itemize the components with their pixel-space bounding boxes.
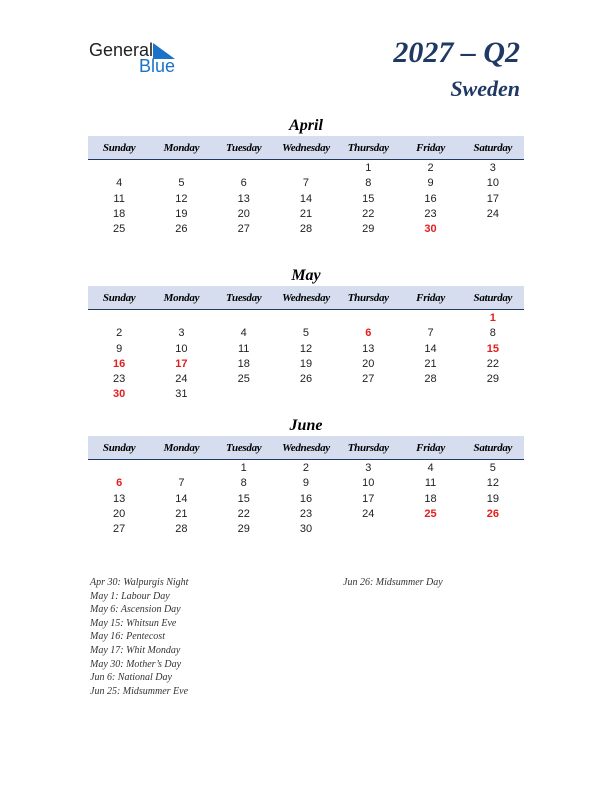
date-cell: 18 [424,492,437,505]
weekday-label: Monday [163,292,200,304]
week-row [88,357,524,372]
date-cell: 15 [237,492,250,505]
week-row [88,161,524,176]
date-cell [275,311,337,326]
weekday-label: Friday [416,292,445,304]
weekday-label: Wednesday [282,142,330,154]
date-cell [150,311,212,326]
holiday-note: Jun 25: Midsummer Eve [90,685,189,697]
weekday-label: Monday [163,142,200,154]
date-cell: 29 [486,373,499,386]
date-cell: 3 [365,462,372,474]
holiday-list-right [343,576,443,590]
week-row [88,476,524,491]
date-cell: 17 [486,192,499,205]
holiday-note: May 17: Whit Monday [90,644,181,656]
weekday-label: Monday [163,442,200,454]
weekday-label: Friday [416,442,445,454]
date-cell: 6 [240,177,247,190]
date-cell: 21 [299,207,313,220]
date-cell [462,387,524,402]
date-cell [337,387,399,402]
month-calendar-april [88,116,524,237]
date-cell [213,311,275,326]
weeks-grid [88,160,524,237]
date-cell [213,161,275,176]
date-cell [275,161,337,176]
date-cell: 3 [489,162,496,174]
date-cell: 17 [362,492,375,505]
date-cell: 22 [362,207,375,220]
week-row [88,387,524,402]
logo-word-blue: Blue [139,56,176,76]
date-cell: 4 [427,462,434,474]
date-cell: 24 [486,207,499,220]
date-cell: 11 [113,192,125,205]
date-cell: 10 [175,342,188,355]
date-cell: 5 [302,327,310,340]
date-cell [150,161,212,176]
date-cell: 13 [237,192,250,205]
date-cell: 2 [427,162,434,174]
date-cell: 14 [424,342,437,355]
date-cell: 20 [113,507,126,520]
weekday-label: Tuesday [226,442,262,454]
holiday-note: May 16: Pentecost [90,631,165,643]
date-cell: 29 [362,223,375,236]
date-cell: 16 [424,192,437,205]
holiday-note: Jun 6: National Day [90,672,172,684]
date-cell [462,522,524,537]
date-cell: 20 [362,357,375,370]
weekday-label: Saturday [473,292,513,304]
date-cell: 11 [237,342,250,355]
date-cell: 3 [178,327,185,340]
weekday-header-row [88,286,524,310]
weekday-label: Tuesday [226,142,262,154]
date-cell [88,461,150,476]
date-cell: 15 [362,192,375,205]
date-cell: 27 [237,223,250,236]
holiday-date-cell: 25 [424,507,437,520]
month-title: April [289,117,323,134]
weekday-label: Sunday [102,442,136,454]
weekday-label: Saturday [473,442,513,454]
month-calendar-may [88,266,524,403]
week-row [88,311,524,326]
weeks-grid [88,460,524,537]
date-cell [399,387,461,402]
date-cell: 26 [175,223,188,236]
date-cell: 23 [299,507,313,520]
week-row [88,372,524,387]
date-cell: 25 [237,373,250,386]
weekday-label: Sunday [102,142,136,154]
date-cell: 20 [237,207,250,220]
holiday-list-left [90,576,188,698]
month-calendar-june [88,416,524,537]
month-title: June [289,417,323,434]
date-cell: 25 [113,223,126,236]
date-cell [399,522,461,537]
date-cell [337,311,399,326]
date-cell: 12 [175,192,188,205]
date-cell: 24 [175,373,188,386]
weekday-label: Wednesday [282,442,330,454]
weekday-label: Sunday [102,292,136,304]
date-cell: 18 [237,357,250,370]
holiday-date-cell: 17 [175,357,188,370]
date-cell: 27 [113,523,126,536]
date-cell: 5 [178,177,185,190]
holiday-date-cell: 1 [489,312,496,324]
week-row [88,492,524,507]
date-cell: 26 [299,373,313,386]
date-cell: 2 [302,462,310,474]
date-cell: 28 [424,373,437,386]
weekday-header-row [88,436,524,460]
holiday-date-cell: 16 [113,357,126,370]
week-row [88,461,524,476]
week-row [88,522,524,537]
date-cell [399,311,461,326]
date-cell: 21 [424,357,437,370]
date-cell [462,222,524,237]
date-cell: 1 [365,162,372,174]
logo-word-general: General [89,40,154,60]
date-cell: 13 [113,492,126,505]
holiday-date-cell: 15 [486,342,499,355]
date-cell: 10 [362,477,375,490]
date-cell: 19 [486,492,499,505]
date-cell: 30 [299,523,313,536]
date-cell: 8 [365,177,372,190]
date-cell [88,311,150,326]
holiday-note: May 1: Labour Day [90,590,170,602]
date-cell [150,461,212,476]
date-cell: 23 [424,207,437,220]
date-cell: 8 [240,477,247,490]
week-row [88,222,524,237]
weekday-header-row [88,136,524,160]
date-cell [88,161,150,176]
weekday-label: Thursday [347,142,389,154]
holiday-note: May 30: Mother’s Day [90,658,182,670]
date-cell: 23 [113,373,126,386]
weekday-label: Thursday [347,292,389,304]
holiday-date-cell: 26 [486,507,499,520]
page-title: 2027 – Q2 [393,36,520,69]
date-cell: 9 [427,177,434,190]
date-cell: 2 [116,327,123,340]
date-cell: 13 [362,342,375,355]
weeks-grid [88,310,524,403]
date-cell: 14 [299,192,313,205]
date-cell: 12 [486,477,499,490]
week-row [88,326,524,341]
date-cell: 22 [237,507,250,520]
date-cell: 22 [486,357,499,370]
date-cell: 9 [116,342,123,355]
holiday-note: May 15: Whitsun Eve [90,617,177,629]
week-row [88,192,524,207]
date-cell: 7 [302,177,310,190]
holiday-date-cell: 6 [365,327,372,340]
date-cell: 4 [240,327,247,340]
date-cell: 27 [362,373,375,386]
date-cell: 31 [175,388,188,401]
date-cell: 19 [299,357,313,370]
weekday-label: Friday [416,142,445,154]
date-cell: 12 [299,342,313,355]
date-cell: 11 [424,477,437,490]
date-cell [337,522,399,537]
holiday-note: May 6: Ascension Day [90,604,181,616]
holiday-date-cell: 6 [116,477,123,490]
date-cell: 7 [427,327,434,340]
weekday-label: Tuesday [226,292,262,304]
country-name: Sweden [450,76,520,101]
week-row [88,507,524,522]
date-cell: 24 [362,507,375,520]
date-cell: 10 [486,177,499,190]
date-cell: 16 [299,492,313,505]
week-row [88,207,524,222]
date-cell: 14 [175,492,188,505]
date-cell: 28 [299,223,313,236]
date-cell: 9 [302,477,310,490]
month-title: May [291,267,321,284]
date-cell: 8 [489,327,496,340]
date-cell: 28 [175,523,188,536]
week-row [88,176,524,191]
holiday-date-cell: 30 [424,223,437,236]
weekday-label: Saturday [473,142,513,154]
date-cell: 4 [116,177,123,190]
holiday-note: Jun 26: Midsummer Day [343,577,443,588]
weekday-label: Thursday [347,442,389,454]
date-cell: 21 [175,507,188,520]
date-cell: 19 [175,207,188,220]
date-cell [275,387,337,402]
date-cell: 1 [240,462,247,474]
weekday-label: Wednesday [282,292,330,304]
holiday-note: Apr 30: Walpurgis Night [90,577,189,588]
holiday-date-cell: 30 [113,388,126,401]
week-row [88,342,524,357]
date-cell: 29 [237,523,250,536]
date-cell [213,387,275,402]
date-cell: 18 [113,207,126,220]
date-cell: 5 [489,462,496,474]
date-cell: 7 [178,477,185,490]
